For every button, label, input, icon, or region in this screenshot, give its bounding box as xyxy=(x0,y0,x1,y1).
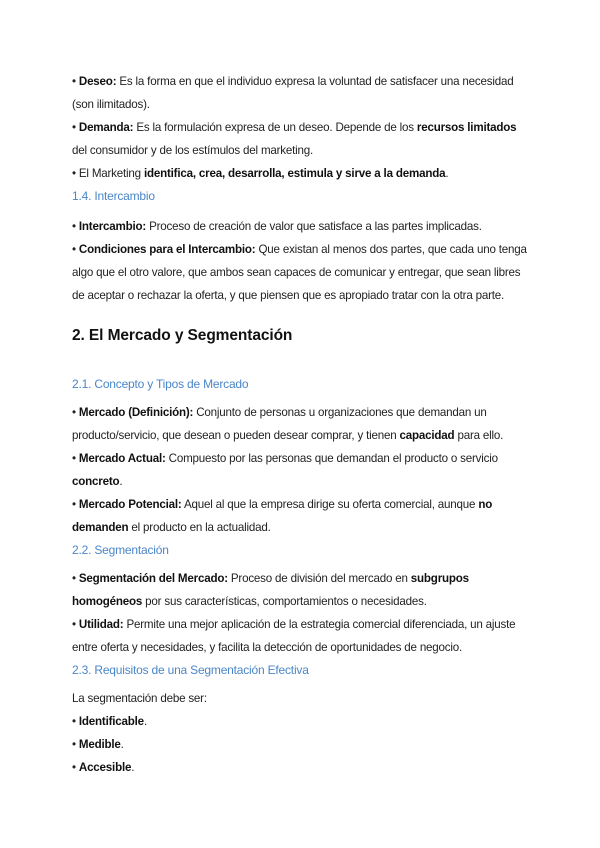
text-mercado-1: Conjunto de personas u organizaciones que demandan un producto/servicio, que desean o pueden desear comprar, y tienen xyxy=(72,406,487,442)
bullet: • xyxy=(72,498,76,511)
text-demanda-1: Es la formulación expresa de un deseo. Depende de los xyxy=(133,121,417,134)
term-segmentacion: Segmentación del Mercado: xyxy=(78,572,228,585)
paragraph-demanda xyxy=(72,116,532,162)
bullet: • xyxy=(72,572,76,585)
heading-2-2: 2.2. Segmentación xyxy=(72,543,169,557)
term-accesible: Accesible xyxy=(78,761,132,774)
paragraph-marketing xyxy=(72,162,532,185)
text-mercado-2: para ello. xyxy=(454,429,504,442)
heading-2: 2. El Mercado y Segmentación xyxy=(72,327,293,344)
text-deseo: Es la forma en que el individuo expresa la voluntad de satisfacer una necesidad (son ilimitados). xyxy=(72,75,514,111)
term-deseo: Deseo: xyxy=(78,75,117,88)
paragraph-segmentacion xyxy=(72,567,532,613)
bullet: • xyxy=(72,243,76,256)
paragraph-mercado xyxy=(72,401,532,447)
bullet: • xyxy=(72,220,76,233)
text-seg-2: por sus características, comportamientos o necesidades. xyxy=(142,595,427,608)
text-actual-2: . xyxy=(119,475,123,488)
bold-recursos-limitados: recursos limitados xyxy=(416,121,517,134)
bullet: • xyxy=(72,738,76,751)
term-demanda: Demanda: xyxy=(78,121,134,134)
paragraph-intro: La segmentación debe ser: xyxy=(72,692,207,705)
bullet: • xyxy=(72,75,76,88)
heading-1-4: 1.4. Intercambio xyxy=(72,189,155,203)
bullet: • xyxy=(72,618,76,631)
paragraph-mercado-potencial xyxy=(72,493,532,539)
paragraph-condiciones xyxy=(72,238,532,307)
bold-no-demanden: no demanden xyxy=(72,498,493,534)
text-seg-1: Proceso de división del mercado en xyxy=(227,572,411,585)
bullet: • xyxy=(72,121,76,134)
term-mercado-potencial: Mercado Potencial: xyxy=(78,498,182,511)
text-condiciones: Que existan al menos dos partes, que cada uno tenga algo que el otro valore, que ambos sean capaces de comunicar y entregar, que sean libres de aceptar o rechazar la oferta, y que piensen que es apropiado tratar con la otra parte. xyxy=(72,243,527,302)
heading-2-1: 2.1. Concepto y Tipos de Mercado xyxy=(72,377,249,391)
text-intercambio: Proceso de creación de valor que satisface a las partes implicadas. xyxy=(146,220,482,233)
term-utilidad: Utilidad: xyxy=(78,618,124,631)
list-item-identificable xyxy=(72,710,532,733)
text-utilidad: Permite una mejor aplicación de la estrategia comercial diferenciada, un ajuste entre oferta y necesidades, y facilita la detección de oportunidades de negocio. xyxy=(72,618,516,654)
text-demanda-2: del consumidor y de los estímulos del marketing. xyxy=(72,144,314,157)
text-potencial-1: Aquel al que la empresa dirige su oferta comercial, aunque xyxy=(181,498,479,511)
bullet: • xyxy=(72,761,76,774)
bold-subgrupos: subgrupos homogéneos xyxy=(72,572,469,608)
text-actual-1: Compuesto por las personas que demandan el producto o servicio xyxy=(165,452,498,465)
document-page xyxy=(72,70,532,779)
paragraph-intercambio xyxy=(72,215,532,238)
text-marketing-1: El Marketing xyxy=(78,167,144,180)
bold-marketing: identifica, crea, desarrolla, estimula y sirve a la demanda xyxy=(143,167,446,180)
bullet: • xyxy=(72,406,76,419)
bold-concreto: concreto xyxy=(72,475,120,488)
paragraph-mercado-actual xyxy=(72,447,532,493)
paragraph-deseo xyxy=(72,70,532,116)
term-medible: Medible xyxy=(78,738,121,751)
term-intercambio: Intercambio: xyxy=(78,220,147,233)
suffix: . xyxy=(143,715,147,728)
heading-2-3: 2.3. Requisitos de una Segmentación Efectiva xyxy=(72,663,309,677)
suffix: . xyxy=(120,738,124,751)
term-mercado: Mercado (Definición): xyxy=(78,406,194,419)
bold-capacidad: capacidad xyxy=(399,429,455,442)
bullet: • xyxy=(72,167,76,180)
term-identificable: Identificable xyxy=(78,715,144,728)
paragraph-utilidad xyxy=(72,613,532,659)
list-item-medible xyxy=(72,733,532,756)
suffix: . xyxy=(131,761,135,774)
bullet: • xyxy=(72,715,76,728)
term-mercado-actual: Mercado Actual: xyxy=(78,452,166,465)
text-potencial-2: el producto en la actualidad. xyxy=(128,521,271,534)
term-condiciones: Condiciones para el Intercambio: xyxy=(78,243,256,256)
list-item-accesible xyxy=(72,756,532,779)
bullet: • xyxy=(72,452,76,465)
text-marketing-2: . xyxy=(445,167,449,180)
